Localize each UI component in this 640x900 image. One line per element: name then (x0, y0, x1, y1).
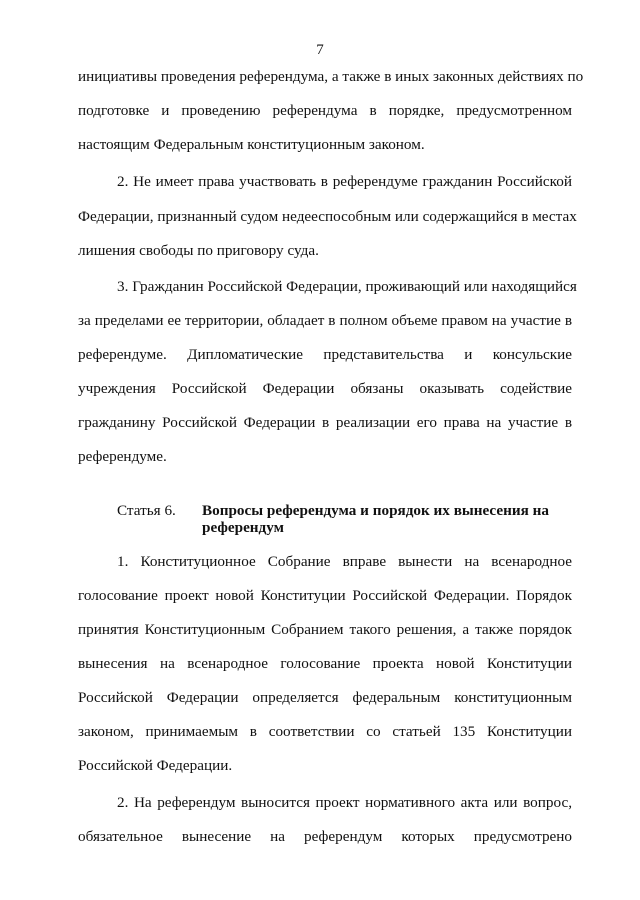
text-line: подготовке и проведению референдума в порядке, предусмотренном (78, 102, 572, 119)
text-line: обязательное вынесение на референдум которых предусмотрено (78, 828, 572, 845)
text-line: принятия Конституционным Собранием такого решения, а также порядок (78, 621, 572, 638)
text-line: настоящим Федеральным конституционным законом. (78, 136, 425, 153)
text-line: лишения свободы по приговору суда. (78, 242, 319, 259)
text-line: за пределами ее территории, обладает в полном объеме правом на участие в (78, 312, 572, 329)
text-line: инициативы проведения референдума, а также в иных законных действиях по (78, 68, 584, 85)
text-line: гражданину Российской Федерации в реализации его права на участие в (78, 414, 572, 431)
text-line: 2. Не имеет права участвовать в референдуме гражданин Российской (117, 173, 572, 190)
article-title-line: Вопросы референдума и порядок их вынесения на (202, 502, 549, 519)
article-title-line: референдум (202, 519, 284, 536)
article-label: Статья 6. (117, 502, 176, 519)
text-line: Российской Федерации определяется федеральным конституционным (78, 689, 572, 706)
text-line: Федерации, признанный судом недееспособным или содержащийся в местах (78, 208, 577, 225)
text-line: референдуме. Дипломатические представительства и консульские (78, 346, 572, 363)
text-line: 2. На референдум выносится проект нормативного акта или вопрос, (117, 794, 572, 811)
text-line: голосование проект новой Конституции Российской Федерации. Порядок (78, 587, 572, 604)
text-line: референдуме. (78, 448, 167, 465)
text-line: учреждения Российской Федерации обязаны оказывать содействие (78, 380, 572, 397)
text-line: законом, принимаемым в соответствии со статьей 135 Конституции (78, 723, 572, 740)
text-line: вынесения на всенародное голосование проекта новой Конституции (78, 655, 572, 672)
text-line: 1. Конституционное Собрание вправе вынести на всенародное (117, 553, 572, 570)
text-line: 3. Гражданин Российской Федерации, проживающий или находящийся (117, 278, 577, 295)
page-number: 7 (316, 42, 324, 58)
text-line: Российской Федерации. (78, 757, 233, 774)
